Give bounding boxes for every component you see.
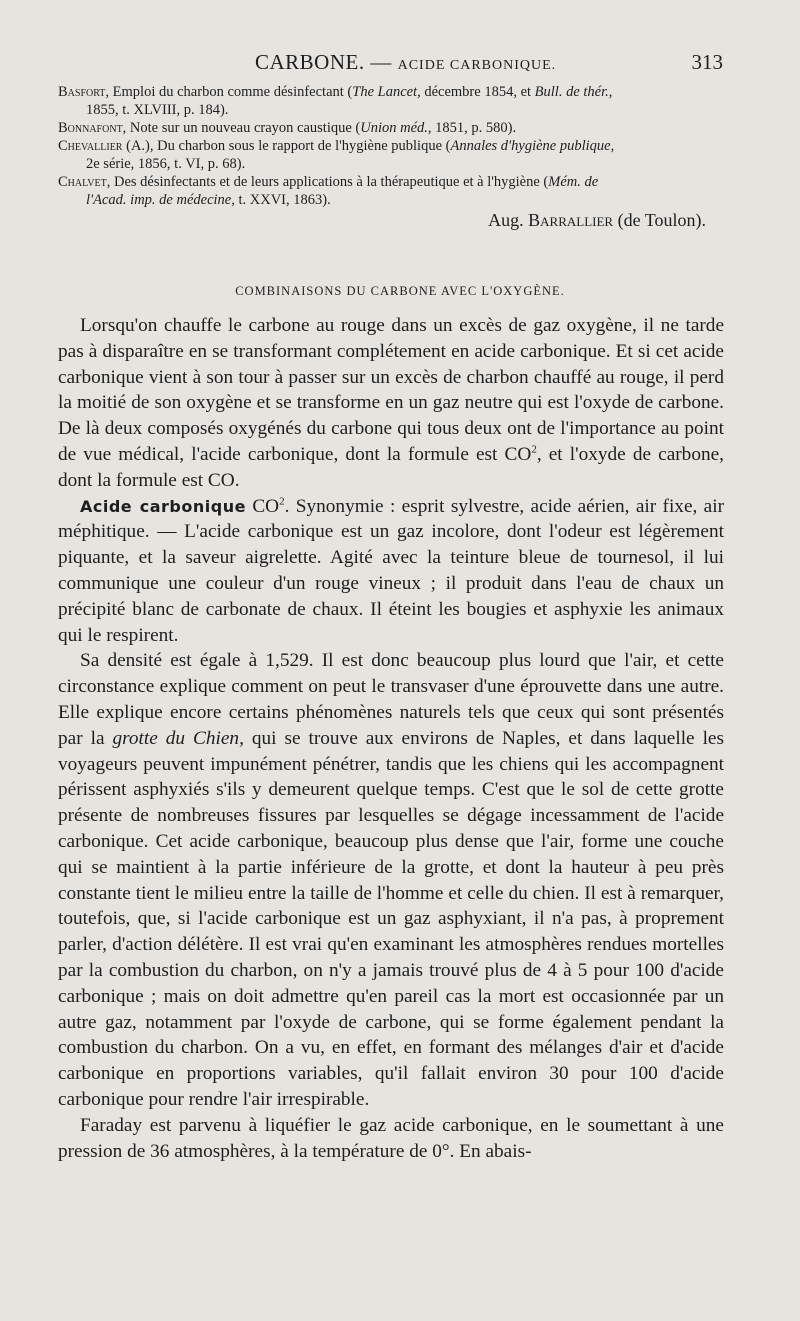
ref-continuation xyxy=(58,191,726,209)
italic-term: grotte du Chien, xyxy=(112,727,244,749)
ref-author: Basfort, xyxy=(58,84,110,100)
paragraph xyxy=(58,313,724,494)
paragraph-text: Faraday est parvenu à liquéfier le gaz acide carbonique, en le soumettant à une pression de 36 atmosphères, à la température de 0°. En abais- xyxy=(58,1114,724,1162)
reference-item xyxy=(58,137,726,173)
ref-text: 1851, p. 580). xyxy=(435,120,517,136)
paragraph xyxy=(58,1113,724,1165)
section-title: COMBINAISONS DU CARBONE AVEC L'OXYGÈNE. xyxy=(235,284,565,298)
reference-item xyxy=(58,83,726,119)
ref-journal: Bull. de thér., xyxy=(534,84,613,100)
reference-item xyxy=(58,119,726,137)
paragraph xyxy=(58,648,724,1112)
ref-text: Des désinfectants et de leurs applications à la thérapeutique et à l'hygiène ( xyxy=(114,174,549,190)
paragraph-text: Lorsqu'on chauffe le carbone au rouge dans un excès de gaz oxygène, il ne tarde pas à disparaître en se transformant complétement en acide carbonique. Et si cet acide carbonique vient à son tour à passer sur un excès de charbon chauffé au rouge, il perd la moitié de son oxygène et se transforme en un gaz neutre qui est l'oxyde de carbone. De là deux composés oxygénés du carbone qui tous deux ont de l'importance au point de vue médical, l'acide carbonique, dont la formule est CO xyxy=(58,315,724,465)
superscript: 2 xyxy=(279,495,285,508)
header-title-main: CARBONE. xyxy=(255,50,365,74)
signature-place: (de Toulon). xyxy=(617,210,706,230)
ref-continuation: 1855, t. XLVIII, p. 184). xyxy=(86,102,229,118)
paragraph-text: Sa densité est égale à 1,529. Il est donc beaucoup plus lourd que l'air, et cette circonstance explique comment on peut le transvaser d'une éprouvette dans une autre. Elle explique encore certains phénomènes naturels tels que ceux qui sont présentés par la xyxy=(58,650,724,749)
ref-text: (A.), Du charbon sous le rapport de l'hygiène publique ( xyxy=(126,138,451,154)
paragraph-text: . Synonymie : esprit sylvestre, acide aérien, air fixe, air méphitique. — L'acide carbonique est un gaz incolore, dont l'odeur est légèrement piquante, et la saveur aigrelette. Agité avec la teinture bleue de tournesol, il lui communique une couleur d'un rouge vineux ; il produit dans l'eau de chaux un précipité blanc de carbonate de chaux. Il éteint les bougies et asphyxie les animaux qui le respirent. xyxy=(58,495,724,646)
ref-author: Chevallier xyxy=(58,138,123,154)
signature-first: Aug. xyxy=(488,210,524,230)
ref-author: Chalvet, xyxy=(58,174,111,190)
term-heading: Acide carbonique xyxy=(80,496,246,516)
body-text xyxy=(58,313,724,1164)
running-header xyxy=(85,50,723,80)
reference-item xyxy=(58,173,726,209)
header-dash: — xyxy=(370,50,392,74)
paragraph-text: qui se trouve aux environs de Naples, et dans laquelle les voyageurs peuvent impunément pénétrer, tandis que les chiens qui les accompagnent périssent asphyxiés s'ils y demeurent quelque temps. C'est que le sol de cette grotte présente de nombreuses fissures par lesquelles se dégage incessamment de l'acide carbonique. Cet acide carbonique, beaucoup plus dense que l'air, forme une couche qui se maintient à la partie inférieure de la grotte, et dont la hauteur à peu près constante tient le milieu entre la taille de l'homme et celle du chien. Il est à remarquer, toutefois, que, si l'acide carbonique est un gaz asphyxiant, il n'a pas, à proprement parler, d'action délétère. Il est vrai qu'en examinant les atmosphères rendues mortelles par la combustion du charbon, on n'y a jamais trouvé plus de 4 à 5 pour 100 d'acide carbonique ; mais on doit admettre qu'en pareil cas la mort est occasionnée par un autre gaz, notamment par l'oxyde de carbone, qui se forme également pendant la combustion du charbon. On a vu, en effet, en formant des mélanges d'air et d'acide carbonique en proportions variables, qu'il fallait environ 30 pour 100 d'acide carbonique pour rendre l'air irrespirable. xyxy=(58,727,724,1110)
ref-text: décembre 1854, et xyxy=(424,84,532,100)
paragraph-text: , et l'oxyde de carbone, dont la formule est CO. xyxy=(58,443,724,491)
ref-journal: Annales d'hygiène publique, xyxy=(450,138,615,154)
signature-last: Barrallier xyxy=(528,210,614,230)
ref-journal: The Lancet, xyxy=(352,84,421,100)
formula: CO xyxy=(252,495,280,517)
author-signature xyxy=(58,211,726,229)
paragraph xyxy=(58,494,724,649)
ref-text: t. XXVI, 1863). xyxy=(238,192,331,208)
page-number: 313 xyxy=(691,50,723,74)
ref-text: Emploi du charbon comme désinfectant ( xyxy=(112,84,353,100)
ref-journal: Mém. de xyxy=(548,174,599,190)
ref-author: Bonnafont, xyxy=(58,120,127,136)
superscript: 2 xyxy=(531,443,537,456)
ref-journal: l'Acad. imp. de médecine, xyxy=(86,192,235,208)
references-block xyxy=(58,83,726,229)
header-title-sub: ACIDE CARBONIQUE. xyxy=(397,58,557,73)
ref-continuation: 2e série, 1856, t. VI, p. 68). xyxy=(86,156,246,172)
header-title xyxy=(255,50,556,75)
ref-journal: Union méd., xyxy=(360,120,432,136)
ref-text: Note sur un nouveau crayon caustique ( xyxy=(129,120,361,136)
